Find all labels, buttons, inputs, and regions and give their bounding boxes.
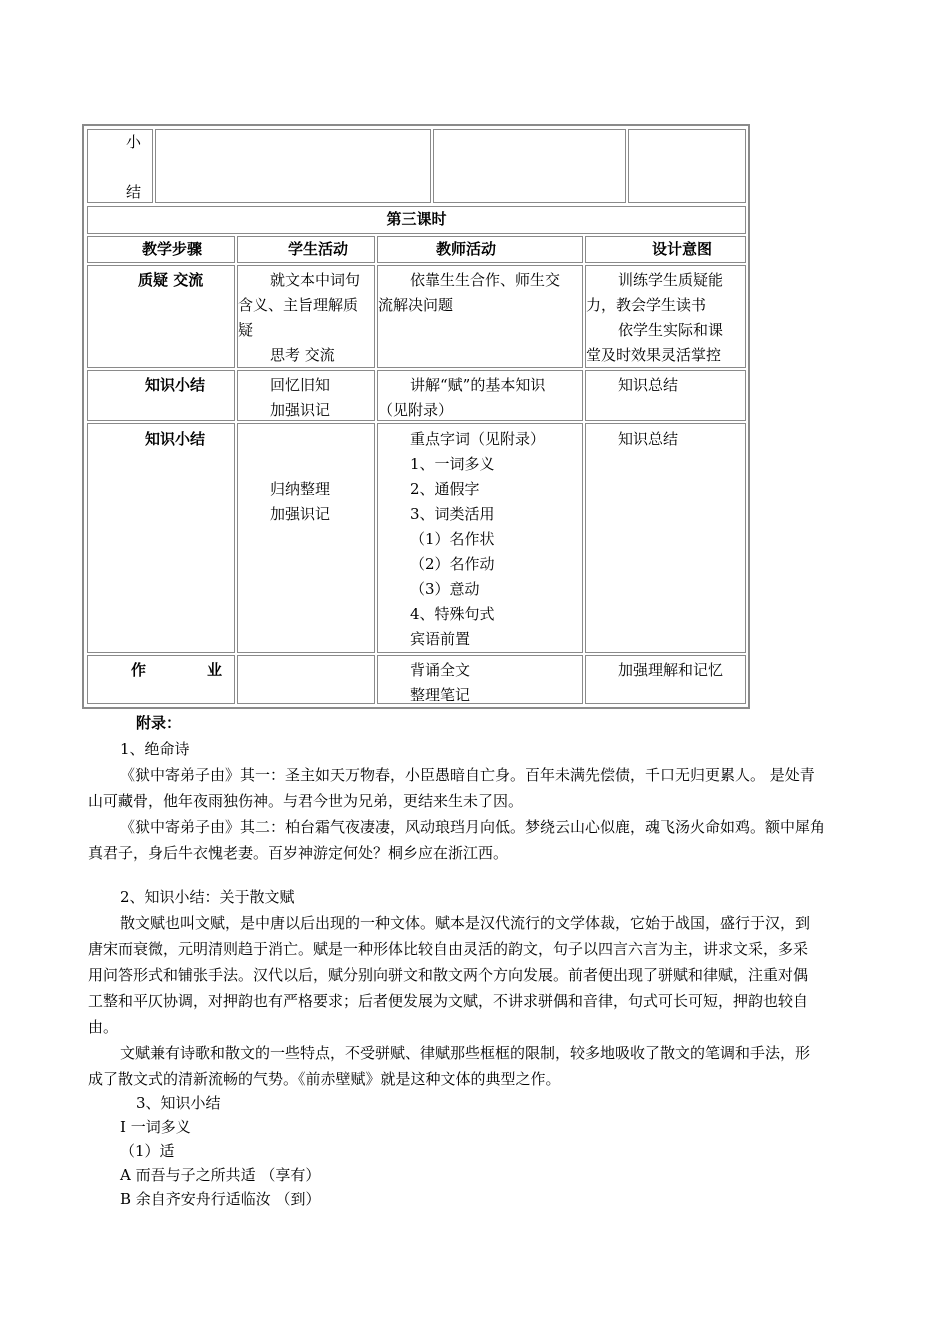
row1-student-line: 思考 交流 bbox=[270, 346, 335, 364]
summary-cell-3 bbox=[433, 129, 626, 203]
header-student: 学生活动 bbox=[288, 240, 349, 258]
header-intent: 设计意图 bbox=[652, 240, 713, 258]
appendix-paragraph-line: 文赋兼有诗歌和散文的一些特点，不受骈赋、律赋那些框框的限制，较多地吸收了散文的笔调和手法，形 bbox=[120, 1044, 811, 1062]
appendix-paragraph-line: 《狱中寄弟子由》其一：圣主如天万物春，小臣愚暗自亡身。百年未满先偿债，千口无归更累人。 是处青 bbox=[120, 766, 815, 784]
header-step: 教学步骤 bbox=[142, 240, 203, 258]
appendix-title: 附录： bbox=[136, 714, 182, 732]
row1-student-line: 含义、主旨理解质 bbox=[238, 296, 359, 314]
row3-teacher-line: （1）名作状 bbox=[410, 530, 495, 548]
row1-intent-line: 堂及时效果灵活掌控 bbox=[586, 346, 722, 364]
row4-teacher-cell bbox=[377, 655, 583, 704]
row3-teacher-line: 宾语前置 bbox=[410, 630, 471, 648]
row1-teacher-line: 流解决问题 bbox=[378, 296, 454, 314]
appendix-paragraph-line: 散文赋也叫文赋，是中唐以后出现的一种文体。赋本是汉代流行的文学体裁，它始于战国，盛行于汉，到 bbox=[120, 914, 811, 932]
row4-step-a: 作 bbox=[131, 661, 147, 679]
summary-cell-4 bbox=[628, 129, 746, 203]
row3-step: 知识小结 bbox=[145, 430, 206, 448]
row4-student-cell bbox=[237, 655, 375, 704]
appendix-paragraph-line: 成了散文式的清新流畅的气势。《前赤壁赋》就是这种文体的典型之作。 bbox=[88, 1070, 561, 1088]
summary-cell-2 bbox=[155, 129, 431, 203]
row2-intent-line: 知识总结 bbox=[618, 376, 679, 394]
row1-intent-line: 训练学生质疑能 bbox=[618, 271, 724, 289]
row2-teacher-line: （见附录） bbox=[378, 401, 454, 419]
row3-teacher-line: （3）意动 bbox=[410, 580, 480, 598]
row3-teacher-line: 1、一词多义 bbox=[410, 455, 495, 473]
appendix-item: A 而吾与子之所共适 （享有） bbox=[120, 1166, 321, 1184]
summary-label-top: 小 bbox=[126, 133, 142, 151]
row1-intent-line: 力，教会学生读书 bbox=[586, 296, 707, 314]
appendix-heading-1: 1、绝命诗 bbox=[120, 740, 190, 758]
row2-step: 知识小结 bbox=[145, 376, 206, 394]
row1-teacher-line: 依靠生生合作、师生交 bbox=[410, 271, 561, 289]
row1-student-line: 疑 bbox=[238, 321, 254, 339]
row4-step-b: 业 bbox=[207, 661, 223, 679]
row1-intent-line: 依学生实际和课 bbox=[618, 321, 724, 339]
appendix-paragraph-line: 山可藏骨，他年夜雨独伤神。与君今世为兄弟，更结来生未了因。 bbox=[88, 792, 524, 810]
appendix-paragraph-line: 工整和平仄协调，对押韵也有严格要求；后者便发展为文赋，不讲求骈偶和音律，句式可长可短，押韵也较自 bbox=[88, 992, 809, 1010]
row4-teacher-line: 背诵全文 bbox=[410, 661, 471, 679]
row2-student-line: 回忆旧知 bbox=[270, 376, 331, 394]
row3-intent-line: 知识总结 bbox=[618, 430, 679, 448]
appendix-subheading: Ⅰ 一词多义 bbox=[120, 1118, 191, 1136]
section-title: 第三课时 bbox=[386, 210, 447, 228]
row3-student-cell bbox=[237, 423, 375, 653]
row3-teacher-line: （2）名作动 bbox=[410, 555, 495, 573]
row3-student-line: 归纳整理 bbox=[270, 480, 331, 498]
appendix-heading-3: 3、知识小结 bbox=[136, 1094, 221, 1112]
row4-teacher-line: 整理笔记 bbox=[410, 686, 471, 704]
appendix-item: （1）适 bbox=[120, 1142, 175, 1160]
row3-teacher-line: 2、通假字 bbox=[410, 480, 480, 498]
row1-student-line: 就文本中词句 bbox=[270, 271, 361, 289]
appendix-item: B 余自齐安舟行适临汝 （到） bbox=[120, 1190, 321, 1208]
row1-step: 质疑 交流 bbox=[138, 271, 204, 289]
appendix-paragraph-line: 由。 bbox=[88, 1018, 119, 1036]
row2-student-line: 加强识记 bbox=[270, 401, 331, 419]
summary-label-cell bbox=[87, 129, 153, 203]
appendix-heading-2: 2、知识小结：关于散文赋 bbox=[120, 888, 295, 906]
summary-label-bottom: 结 bbox=[126, 183, 142, 201]
appendix-paragraph-line: 真君子，身后牛衣愧老妻。百岁神游定何处？桐乡应在浙江西。 bbox=[88, 844, 509, 862]
row3-teacher-line: 4、特殊句式 bbox=[410, 605, 495, 623]
row3-teacher-line: 重点字词（见附录） bbox=[410, 430, 546, 448]
row3-step-cell bbox=[87, 423, 235, 653]
row3-student-line: 加强识记 bbox=[270, 505, 331, 523]
appendix-paragraph-line: 《狱中寄弟子由》其二：柏台霜气夜凄凄，风动琅珰月向低。梦绕云山心似鹿，魂飞汤火命如鸡。额中犀角 bbox=[120, 818, 826, 836]
appendix-paragraph-line: 用问答形式和铺张手法。汉代以后，赋分别向骈文和散文两个方向发展。前者便出现了骈赋和律赋，注重对偶 bbox=[88, 966, 809, 984]
row4-intent-line: 加强理解和记忆 bbox=[618, 661, 724, 679]
row3-teacher-line: 3、词类活用 bbox=[410, 505, 495, 523]
row3-intent-cell bbox=[585, 423, 746, 653]
header-teacher: 教师活动 bbox=[436, 240, 497, 258]
row2-teacher-line: 讲解“赋”的基本知识 bbox=[410, 376, 546, 394]
appendix-paragraph-line: 唐宋而衰微，元明清则趋于消亡。赋是一种形体比较自由灵活的韵文，句子以四言六言为主，讲求文采，多采 bbox=[88, 940, 809, 958]
